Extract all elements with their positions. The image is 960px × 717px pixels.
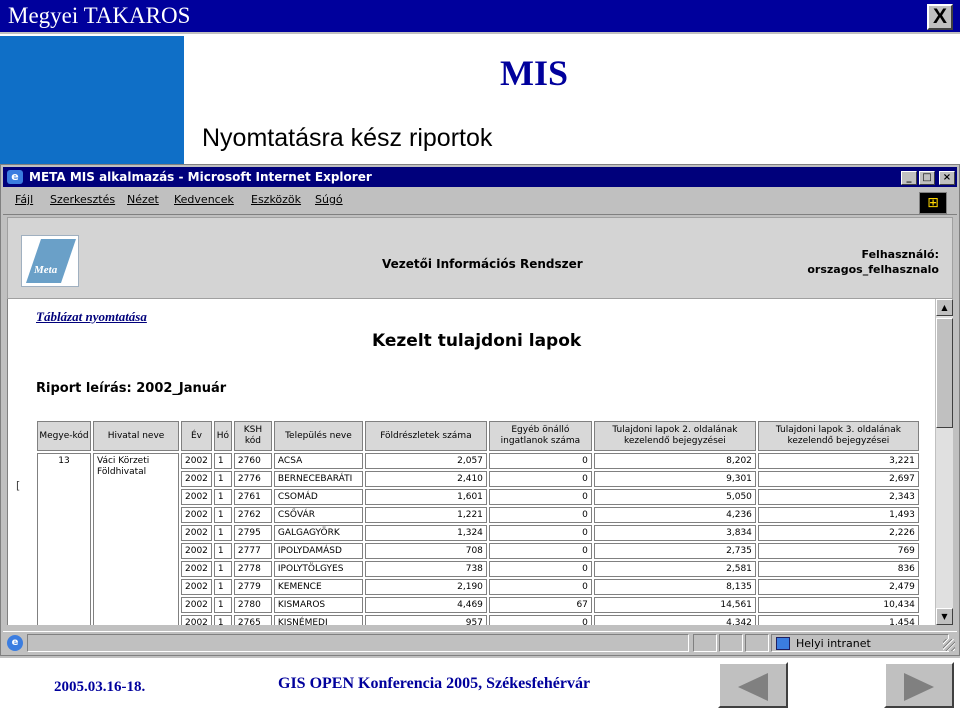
month-cell: 1	[214, 543, 232, 559]
month-cell: 1	[214, 525, 232, 541]
year-cell: 2002	[181, 453, 212, 469]
zone-label: Helyi intranet	[796, 637, 871, 650]
page2-entries-cell: 14,561	[594, 597, 756, 613]
year-cell: 2002	[181, 543, 212, 559]
parcels-cell: 738	[365, 561, 487, 577]
office-name-cell: Váci Körzeti Földhivatal	[93, 453, 179, 625]
page2-entries-cell: 2,735	[594, 543, 756, 559]
close-button[interactable]: X	[927, 4, 953, 30]
intranet-globe-icon	[776, 637, 790, 650]
month-cell: 1	[214, 579, 232, 595]
month-cell: 1	[214, 561, 232, 577]
other-property-cell: 0	[489, 579, 592, 595]
menu-help[interactable]: Súgó	[315, 193, 343, 206]
user-label: Felhasználó:	[861, 248, 939, 261]
scroll-down-arrow-icon[interactable]: ▼	[936, 608, 953, 625]
ksh-code-cell: 2761	[234, 489, 272, 505]
ie-logo-icon: e	[7, 170, 23, 184]
resize-grip-icon[interactable]	[943, 639, 955, 651]
slide-subtitle: Nyomtatásra kész riportok	[202, 124, 493, 152]
app-title: Vezetői Információs Rendszer	[382, 257, 583, 271]
page3-entries-cell: 769	[758, 543, 919, 559]
column-header: KSH kód	[234, 421, 272, 451]
table-row	[37, 453, 919, 469]
month-cell: 1	[214, 507, 232, 523]
previous-slide-button[interactable]	[718, 662, 788, 708]
settlement-cell: IPOLYTÖLGYES	[274, 561, 363, 577]
year-cell: 2002	[181, 579, 212, 595]
page2-entries-cell: 3,834	[594, 525, 756, 541]
browser-title-bar	[3, 167, 957, 187]
year-cell: 2002	[181, 561, 212, 577]
column-header: Hivatal neve	[93, 421, 179, 451]
report-title: Kezelt tulajdoni lapok	[372, 331, 582, 351]
settlement-cell: CSŐVÁR	[274, 507, 363, 523]
page3-entries-cell: 3,221	[758, 453, 919, 469]
settlement-cell: KEMENCE	[274, 579, 363, 595]
page2-entries-cell: 8,202	[594, 453, 756, 469]
settlement-cell: ACSA	[274, 453, 363, 469]
year-cell: 2002	[181, 597, 212, 613]
slide-heading: MIS	[500, 53, 569, 93]
column-header: Település neve	[274, 421, 363, 451]
other-property-cell: 0	[489, 543, 592, 559]
column-header: Földrészletek száma	[365, 421, 487, 451]
report-table	[35, 419, 921, 625]
browser-window-title: META MIS alkalmazás - Microsoft Internet Explorer	[29, 170, 372, 184]
other-property-cell: 0	[489, 561, 592, 577]
menu-file[interactable]: Fájl	[15, 193, 34, 206]
column-header: Hó	[214, 421, 232, 451]
column-header: Megye-kód	[37, 421, 91, 451]
ksh-code-cell: 2795	[234, 525, 272, 541]
parcels-cell: 2,410	[365, 471, 487, 487]
ksh-code-cell: 2762	[234, 507, 272, 523]
county-code-cell: 13	[37, 453, 91, 625]
page3-entries-cell: 2,479	[758, 579, 919, 595]
maximize-button[interactable]: □	[919, 171, 935, 185]
app-header	[7, 217, 953, 299]
ksh-code-cell: 2776	[234, 471, 272, 487]
page2-entries-cell: 4,342	[594, 615, 756, 625]
decorative-blue-block	[0, 36, 184, 164]
window-close-button[interactable]: ×	[939, 171, 955, 185]
parcels-cell: 1,221	[365, 507, 487, 523]
footer-date: 2005.03.16-18.	[54, 679, 146, 695]
slide-footer	[0, 656, 960, 717]
report-content	[7, 299, 935, 625]
status-panel	[719, 634, 743, 652]
settlement-cell: CSOMÁD	[274, 489, 363, 505]
ksh-code-cell: 2778	[234, 561, 272, 577]
minimize-button[interactable]: _	[901, 171, 917, 185]
windows-flag-icon: ⊞	[919, 192, 947, 214]
page3-entries-cell: 2,697	[758, 471, 919, 487]
status-panel	[693, 634, 717, 652]
year-cell: 2002	[181, 471, 212, 487]
menu-view[interactable]: Nézet	[127, 193, 159, 206]
settlement-cell: KISNÉMEDI	[274, 615, 363, 625]
zone-panel	[771, 634, 949, 652]
other-property-cell: 0	[489, 471, 592, 487]
settlement-cell: KISMAROS	[274, 597, 363, 613]
menu-tools[interactable]: Eszközök	[251, 193, 302, 206]
settlement-cell: IPOLYDAMÁSD	[274, 543, 363, 559]
table-header-row	[37, 421, 919, 451]
parcels-cell: 1,324	[365, 525, 487, 541]
scroll-up-arrow-icon[interactable]: ▲	[936, 299, 953, 316]
other-property-cell: 0	[489, 489, 592, 505]
page2-entries-cell: 5,050	[594, 489, 756, 505]
settlement-cell: BERNECEBARÁTI	[274, 471, 363, 487]
ksh-code-cell: 2779	[234, 579, 272, 595]
vertical-scrollbar[interactable]	[935, 299, 953, 625]
right-arrow-icon	[904, 673, 934, 701]
logo-shape-icon	[26, 239, 76, 283]
page2-entries-cell: 9,301	[594, 471, 756, 487]
browser-window	[0, 164, 960, 656]
year-cell: 2002	[181, 615, 212, 625]
month-cell: 1	[214, 489, 232, 505]
settlement-cell: GALGAGYÖRK	[274, 525, 363, 541]
left-arrow-icon	[738, 673, 768, 701]
parcels-cell: 957	[365, 615, 487, 625]
column-header: Tulajdoni lapok 3. oldalának kezelendő bejegyzései	[758, 421, 919, 451]
other-property-cell: 67	[489, 597, 592, 613]
status-panel	[745, 634, 769, 652]
menu-edit[interactable]: Szerkesztés	[50, 193, 116, 206]
ie-status-icon: e	[7, 635, 23, 651]
other-property-cell: 0	[489, 507, 592, 523]
left-bracket-mark: [	[16, 479, 21, 492]
parcels-cell: 708	[365, 543, 487, 559]
month-cell: 1	[214, 471, 232, 487]
report-description: Riport leírás: 2002_Január	[36, 381, 227, 396]
slide-top-title: Megyei TAKAROS	[8, 3, 191, 28]
parcels-cell: 4,469	[365, 597, 487, 613]
meta-logo	[21, 235, 79, 287]
month-cell: 1	[214, 615, 232, 625]
parcels-cell: 2,057	[365, 453, 487, 469]
page3-entries-cell: 1,493	[758, 507, 919, 523]
column-header: Egyéb önálló ingatlanok száma	[489, 421, 592, 451]
other-property-cell: 0	[489, 615, 592, 625]
scroll-thumb[interactable]	[936, 318, 953, 428]
page3-entries-cell: 1,454	[758, 615, 919, 625]
status-bar	[3, 631, 957, 653]
ksh-code-cell: 2765	[234, 615, 272, 625]
footer-conference: GIS OPEN Konferencia 2005, Székesfehérvár	[278, 675, 591, 692]
next-slide-button[interactable]	[884, 662, 954, 708]
column-header: Év	[181, 421, 212, 451]
year-cell: 2002	[181, 489, 212, 505]
other-property-cell: 0	[489, 453, 592, 469]
ksh-code-cell: 2760	[234, 453, 272, 469]
user-name: orszagos_felhasznalo	[807, 263, 939, 276]
parcels-cell: 1,601	[365, 489, 487, 505]
page2-entries-cell: 8,135	[594, 579, 756, 595]
year-cell: 2002	[181, 507, 212, 523]
page3-entries-cell: 2,343	[758, 489, 919, 505]
page3-entries-cell: 836	[758, 561, 919, 577]
menu-favorites[interactable]: Kedvencek	[174, 193, 234, 206]
month-cell: 1	[214, 453, 232, 469]
page3-entries-cell: 10,434	[758, 597, 919, 613]
page2-entries-cell: 4,236	[594, 507, 756, 523]
slide-title-bar	[0, 0, 960, 34]
print-table-link[interactable]: Táblázat nyomtatása	[36, 309, 147, 324]
menu-bar	[3, 189, 957, 215]
ksh-code-cell: 2777	[234, 543, 272, 559]
parcels-cell: 2,190	[365, 579, 487, 595]
other-property-cell: 0	[489, 525, 592, 541]
page2-entries-cell: 2,581	[594, 561, 756, 577]
column-header: Tulajdoni lapok 2. oldalának kezelendő bejegyzései	[594, 421, 756, 451]
logo-text: Meta	[34, 264, 58, 276]
page3-entries-cell: 2,226	[758, 525, 919, 541]
status-text-panel	[27, 634, 689, 652]
year-cell: 2002	[181, 525, 212, 541]
ksh-code-cell: 2780	[234, 597, 272, 613]
month-cell: 1	[214, 597, 232, 613]
